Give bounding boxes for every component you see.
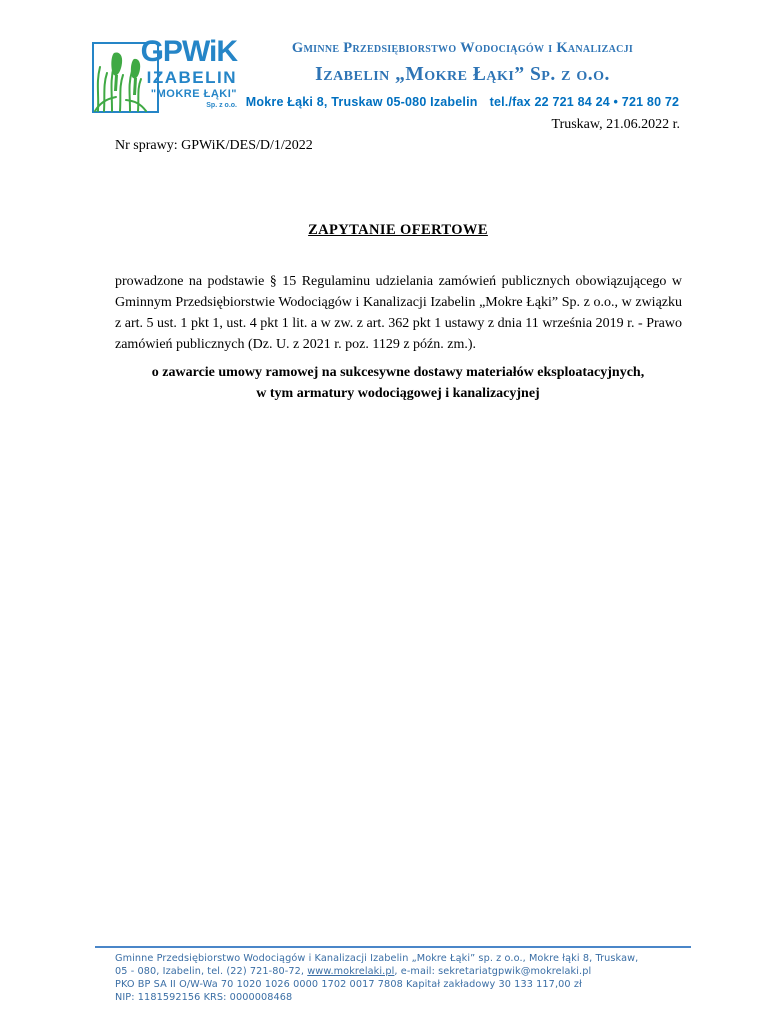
document-title: ZAPYTANIE OFERTOWE xyxy=(308,222,488,238)
document-title-row xyxy=(115,221,681,239)
subject-block xyxy=(115,362,681,404)
footer-line3: PKO BP SA II O/W-Wa 70 1020 1026 0000 1702 0017 7808 Kapitał zakładowy 30 133 117,00 zł xyxy=(115,979,582,990)
org-name-line1: Gminne Przedsiębiorstwo Wodociągów i Kanalizacji xyxy=(291,40,634,56)
company-logo xyxy=(92,35,238,118)
subject-line1: o zawarcie umowy ramowej na sukcesywne dostawy materiałów eksploatacyjnych, xyxy=(151,365,645,380)
org-phone: tel./fax 22 721 84 24 • 721 80 72 xyxy=(489,95,680,109)
website-link[interactable]: www.mokrelaki.pl xyxy=(307,966,395,977)
logo-suffix: Sp. z o.o. xyxy=(206,102,237,109)
footer-line2-text: 05 - 080, Izabelin, tel. (22) 721-80-72, xyxy=(115,966,308,977)
footer-line1: Gminne Przedsiębiorstwo Wodociągów i Kanalizacji Izabelin „Mokre Łąki” sp. z o.o., Mokre łąki 8, Truskaw, xyxy=(115,953,639,964)
logo-city: IZABELIN xyxy=(146,68,237,87)
case-number: Nr sprawy: GPWiK/DES/D/1/2022 xyxy=(115,138,313,153)
date-line: Truskaw, 21.06.2022 r. xyxy=(551,117,680,132)
logo-acronym: GPWiK xyxy=(140,35,237,68)
org-name-line2: Izabelin „Mokre Łąki” Sp. z o.o. xyxy=(315,64,610,85)
footer-line4: NIP: 1181592156 KRS: 0000008468 xyxy=(115,992,293,1003)
footer-line2-email: , e-mail: sekretariatgpwik@mokrelaki.pl xyxy=(394,966,592,977)
logo-brand: "MOKRE ŁĄKI" xyxy=(150,88,237,100)
logo-text xyxy=(133,37,237,110)
letterhead-org-block xyxy=(235,40,690,110)
footer-line2 xyxy=(115,965,691,978)
page-footer xyxy=(95,946,691,1004)
subject-line2: w tym armatury wodociągowej i kanalizacyjnej xyxy=(256,386,540,401)
org-address: Mokre Łąki 8, Truskaw 05-080 Izabelin xyxy=(245,95,478,109)
intro-paragraph: prowadzone na podstawie § 15 Regulaminu udzielania zamówień publicznych obowiązującego w Gminnym Przedsiębiorstwie Wodociągów i Kanalizacji Izabelin „Mokre Łąki” Sp. z o.o., w związku z art. 5 ust. 1 pkt 1, ust. 4 pkt 1 lit. a w zw. z art. 362 pkt 1 ustawy z dnia 11 września 2019 r. - Prawo zamówień publicznych (Dz. U. z 2021 r. poz. 1129 z późn. zm.). xyxy=(115,274,682,352)
org-address-line xyxy=(235,95,690,110)
